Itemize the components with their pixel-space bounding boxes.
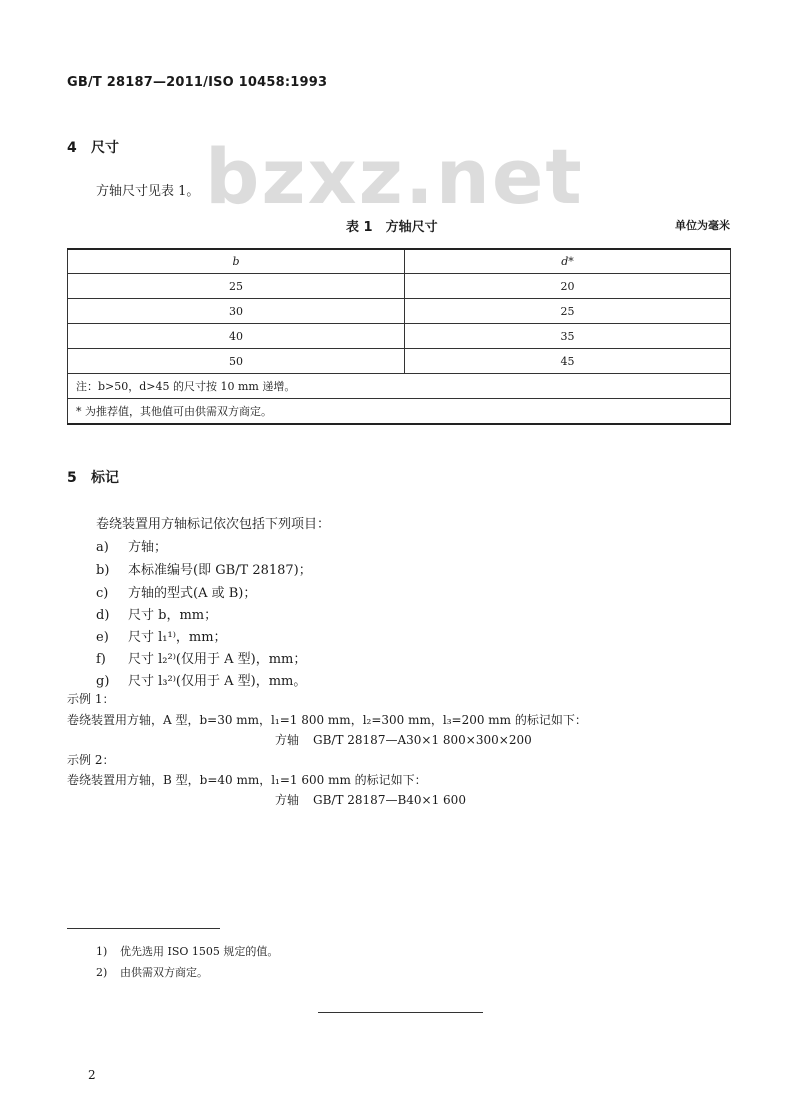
table-row bbox=[68, 299, 731, 324]
example-designation: GB/T 28187—B40×1 600 bbox=[313, 793, 466, 807]
list-text: 尺寸 l₃²⁾(仅用于 A 型)，mm。 bbox=[128, 674, 307, 689]
section-4-intro: 方轴尺寸见表 1。 bbox=[96, 184, 200, 199]
table-cell: 30 bbox=[68, 299, 405, 324]
list-text: 尺寸 l₁¹⁾，mm； bbox=[128, 630, 227, 645]
list-item bbox=[96, 648, 306, 667]
section-number: 4 bbox=[67, 140, 77, 156]
footnote bbox=[96, 943, 278, 959]
list-label: b) bbox=[96, 563, 110, 578]
list-item bbox=[96, 559, 312, 578]
dimensions-table bbox=[67, 248, 731, 425]
table-row bbox=[68, 274, 731, 299]
example-1-code bbox=[275, 731, 532, 748]
example-prefix: 方轴 bbox=[275, 733, 300, 747]
table-header-row bbox=[68, 249, 731, 274]
section-5-intro: 卷绕装置用方轴标记依次包括下列项目： bbox=[96, 517, 331, 532]
table-footnote: * 为推荐值，其他值可由供需双方商定。 bbox=[68, 399, 731, 425]
example-2-label: 示例 2： bbox=[67, 753, 115, 767]
list-text: 尺寸 b，mm； bbox=[128, 608, 218, 623]
section-title: 尺寸 bbox=[91, 140, 119, 156]
list-text: 方轴； bbox=[128, 540, 168, 555]
table-cell: 25 bbox=[68, 274, 405, 299]
list-item bbox=[96, 582, 256, 601]
section-number: 5 bbox=[67, 470, 77, 486]
section-title: 标记 bbox=[91, 470, 119, 486]
table-row bbox=[68, 349, 731, 374]
document-header: GB/T 28187—2011/ISO 10458:1993 bbox=[67, 75, 328, 90]
table-row bbox=[68, 324, 731, 349]
table-note: 注：b>50，d>45 的尺寸按 10 mm 递增。 bbox=[68, 374, 731, 399]
list-item bbox=[96, 626, 227, 645]
example-1-text: 卷绕装置用方轴，A 型，b=30 mm，l₁=1 800 mm，l₂=300 mm，l₃=200 mm 的标记如下： bbox=[67, 713, 587, 727]
list-label: g) bbox=[96, 674, 110, 689]
end-divider bbox=[318, 1012, 483, 1013]
table-note-row bbox=[68, 399, 731, 425]
list-label: d) bbox=[96, 608, 110, 623]
table-cell: 50 bbox=[68, 349, 405, 374]
table-cell: 35 bbox=[405, 324, 731, 349]
footnote-number: 1) bbox=[96, 945, 108, 958]
example-2-text: 卷绕装置用方轴，B 型，b=40 mm，l₁=1 600 mm 的标记如下： bbox=[67, 773, 427, 787]
section-5-heading bbox=[67, 467, 119, 487]
list-item bbox=[96, 670, 306, 689]
table-cell: 45 bbox=[405, 349, 731, 374]
list-label: e) bbox=[96, 630, 109, 645]
list-text: 方轴的型式(A 或 B)； bbox=[128, 586, 257, 601]
table-cell: 20 bbox=[405, 274, 731, 299]
example-1-label: 示例 1： bbox=[67, 692, 115, 706]
list-label: a) bbox=[96, 540, 109, 555]
list-item bbox=[96, 604, 217, 623]
watermark: bzxz.net bbox=[205, 132, 584, 221]
table-unit: 单位为毫米 bbox=[675, 219, 730, 232]
example-designation: GB/T 28187—A30×1 800×300×200 bbox=[313, 733, 532, 747]
column-header: d* bbox=[405, 249, 731, 274]
list-text: 尺寸 l₂²⁾(仅用于 A 型)，mm； bbox=[128, 652, 307, 667]
page-number: 2 bbox=[88, 1068, 96, 1082]
footnote-text: 由供需双方商定。 bbox=[120, 966, 208, 979]
section-4-heading bbox=[67, 137, 119, 157]
list-label: f) bbox=[96, 652, 106, 667]
table-note-row bbox=[68, 374, 731, 399]
example-2-code bbox=[275, 791, 466, 808]
column-header: b bbox=[68, 249, 405, 274]
footnote bbox=[96, 964, 208, 980]
list-label: c) bbox=[96, 586, 109, 601]
footnote-text: 优先选用 ISO 1505 规定的值。 bbox=[120, 945, 279, 958]
example-prefix: 方轴 bbox=[275, 793, 300, 807]
list-item bbox=[96, 536, 167, 555]
footnote-divider bbox=[67, 928, 220, 929]
table-cell: 40 bbox=[68, 324, 405, 349]
table-caption: 表 1 方轴尺寸 bbox=[346, 220, 438, 235]
list-text: 本标准编号(即 GB/T 28187)； bbox=[128, 563, 312, 578]
footnote-number: 2) bbox=[96, 966, 108, 979]
table-cell: 25 bbox=[405, 299, 731, 324]
